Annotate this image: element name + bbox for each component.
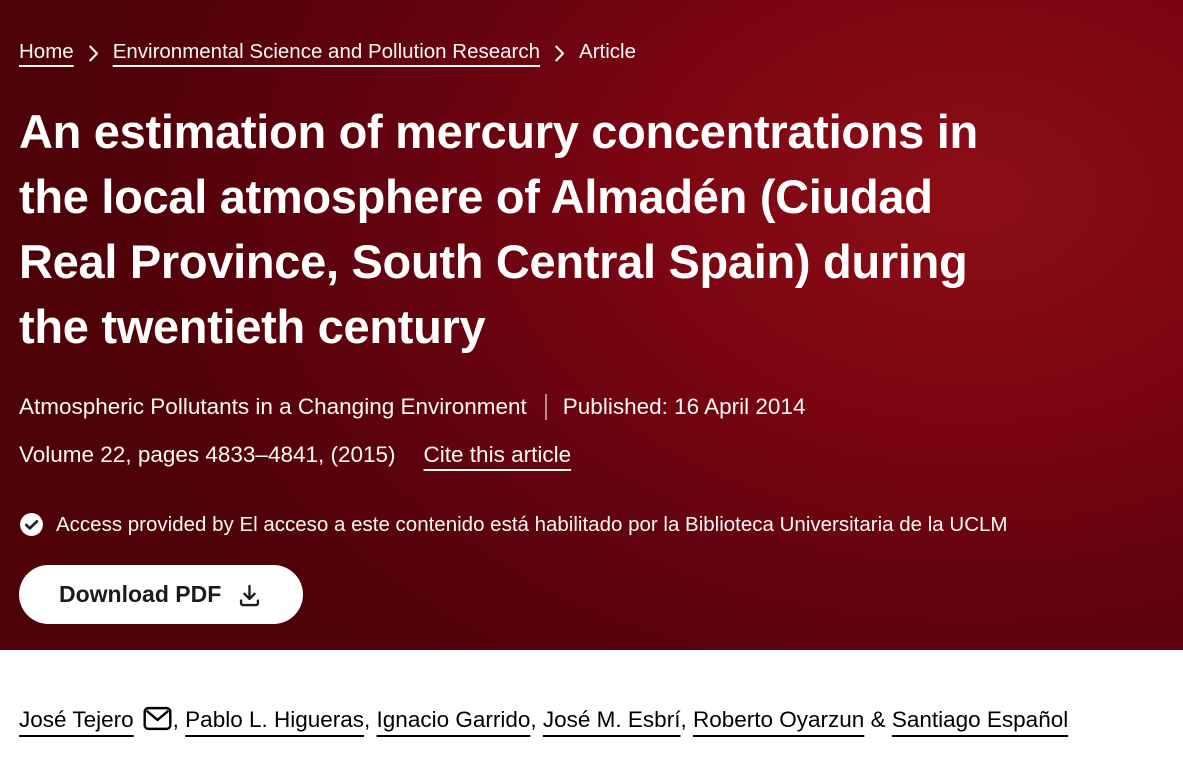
- author-separator: ,: [364, 707, 377, 732]
- collection-title: Atmospheric Pollutants in a Changing Environment: [19, 394, 527, 419]
- access-row: [19, 512, 1163, 537]
- author-separator: ,: [172, 707, 186, 732]
- author-separator: ,: [530, 707, 543, 732]
- chevron-right-icon: [554, 45, 565, 62]
- cite-this-article-link[interactable]: Cite this article: [423, 442, 572, 467]
- chevron-right-icon: [88, 45, 99, 62]
- author-link[interactable]: Ignacio Garrido: [376, 707, 531, 732]
- authors-section: [0, 650, 1183, 748]
- download-pdf-button[interactable]: [19, 565, 303, 624]
- volume-row: [19, 442, 1163, 468]
- volume-pages-text: Volume 22, pages 4833–4841, (2015): [19, 442, 396, 467]
- author-link[interactable]: Roberto Oyarzun: [692, 707, 865, 732]
- envelope-icon[interactable]: [143, 699, 172, 748]
- check-circle-icon: [19, 512, 44, 537]
- author-link[interactable]: Santiago Español: [891, 707, 1069, 732]
- article-title-line: An estimation of mercury concentrations in: [19, 105, 978, 158]
- author-separator: ,: [680, 707, 693, 732]
- author-separator: &: [864, 707, 892, 732]
- breadcrumb-journal-link[interactable]: Environmental Science and Pollution Research: [112, 40, 541, 63]
- author-link[interactable]: José M. Esbrí: [542, 707, 681, 732]
- author-link[interactable]: Pablo L. Higueras: [185, 707, 365, 732]
- meta-divider: [545, 394, 547, 420]
- article-title: [19, 99, 1163, 359]
- article-title-line: Real Province, South Central Spain) during: [19, 235, 968, 288]
- download-pdf-label: Download PDF: [59, 581, 222, 607]
- article-meta-row: [19, 394, 1163, 420]
- article-title-line: the twentieth century: [19, 300, 486, 353]
- authors-line: [19, 695, 1089, 748]
- breadcrumb: [19, 40, 1163, 64]
- author-link[interactable]: José Tejero: [19, 707, 134, 732]
- breadcrumb-article: Article: [579, 40, 636, 63]
- breadcrumb-home-link[interactable]: Home: [19, 40, 74, 63]
- article-title-line: the local atmosphere of Almadén (Ciudad: [19, 170, 933, 223]
- access-provided-text: Access provided by El acceso a este contenido está habilitado por la Biblioteca Universitaria de la UCLM: [56, 512, 1008, 536]
- published-date: Published: 16 April 2014: [562, 394, 806, 419]
- download-icon: [236, 582, 263, 609]
